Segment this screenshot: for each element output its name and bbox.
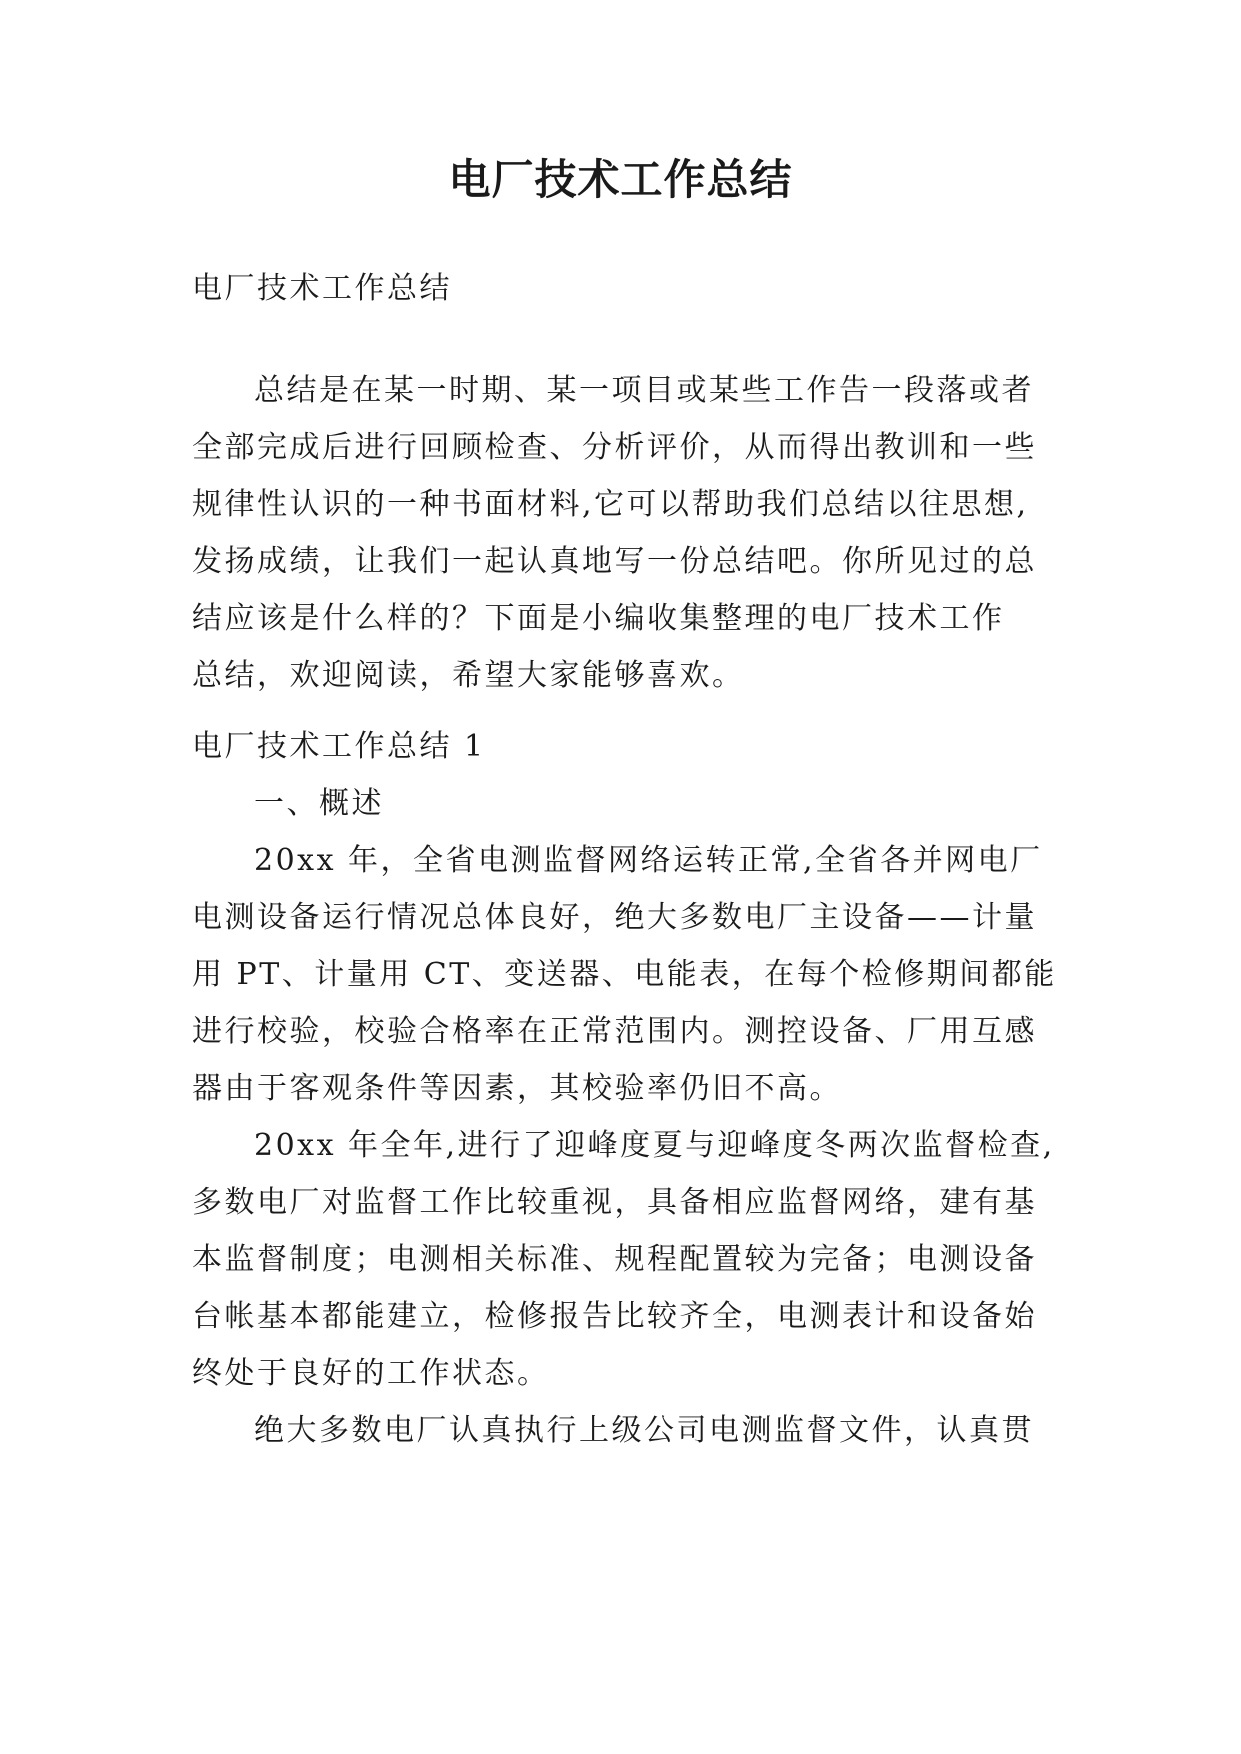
paragraph-line: 台帐基本都能建立，检修报告比较齐全，电测表计和设备始 [192, 1299, 1037, 1334]
paragraph-line: 总结，欢迎阅读，希望大家能够喜欢。 [192, 658, 745, 693]
paragraph-line: 发扬成绩，让我们一起认真地写一份总结吧。你所见过的总 [192, 544, 1037, 579]
section-heading: 电厂技术工作总结 1 [192, 729, 486, 764]
intro-paragraph [192, 362, 1054, 704]
paragraph-line: 用 PT、计量用 CT、变送器、电能表，在每个检修期间都能 [192, 957, 1057, 992]
paragraph-line: 绝大多数电厂认真执行上级公司电测监督文件，认真贯 [254, 1413, 1034, 1448]
document-title: 电厂技术工作总结 [448, 155, 793, 204]
document-subtitle: 电厂技术工作总结 [192, 271, 452, 306]
paragraph-line: 器由于客观条件等因素，其校验率仍旧不高。 [192, 1071, 842, 1106]
section-1 [192, 718, 1057, 1459]
paragraph-line: 总结是在某一时期、某一项目或某些工作告一段落或者 [254, 373, 1034, 408]
paragraph-line: 规律性认识的一种书面材料,它可以帮助我们总结以往思想, [192, 487, 1029, 522]
paragraph-line: 本监督制度；电测相关标准、规程配置较为完备；电测设备 [192, 1242, 1037, 1277]
section-subheading: 一、概述 [254, 786, 384, 821]
paragraph-line: 全部完成后进行回顾检查、分析评价，从而得出教训和一些 [192, 430, 1037, 465]
paragraph-line: 20xx 年，全省电测监督网络运转正常,全省各并网电厂 [254, 843, 1043, 878]
paragraph-line: 进行校验，校验合格率在正常范围内。测控设备、厂用互感 [192, 1014, 1037, 1049]
paragraph-line: 多数电厂对监督工作比较重视，具备相应监督网络，建有基 [192, 1185, 1037, 1220]
paragraph-line: 结应该是什么样的？下面是小编收集整理的电厂技术工作 [192, 601, 1005, 636]
document-subtitle-block [192, 260, 1054, 317]
paragraph-line: 20xx 年全年,进行了迎峰度夏与迎峰度冬两次监督检查, [254, 1128, 1055, 1163]
paragraph-line: 电测设备运行情况总体良好，绝大多数电厂主设备——计量 [192, 900, 1037, 935]
paragraph-line: 终处于良好的工作状态。 [192, 1356, 550, 1391]
